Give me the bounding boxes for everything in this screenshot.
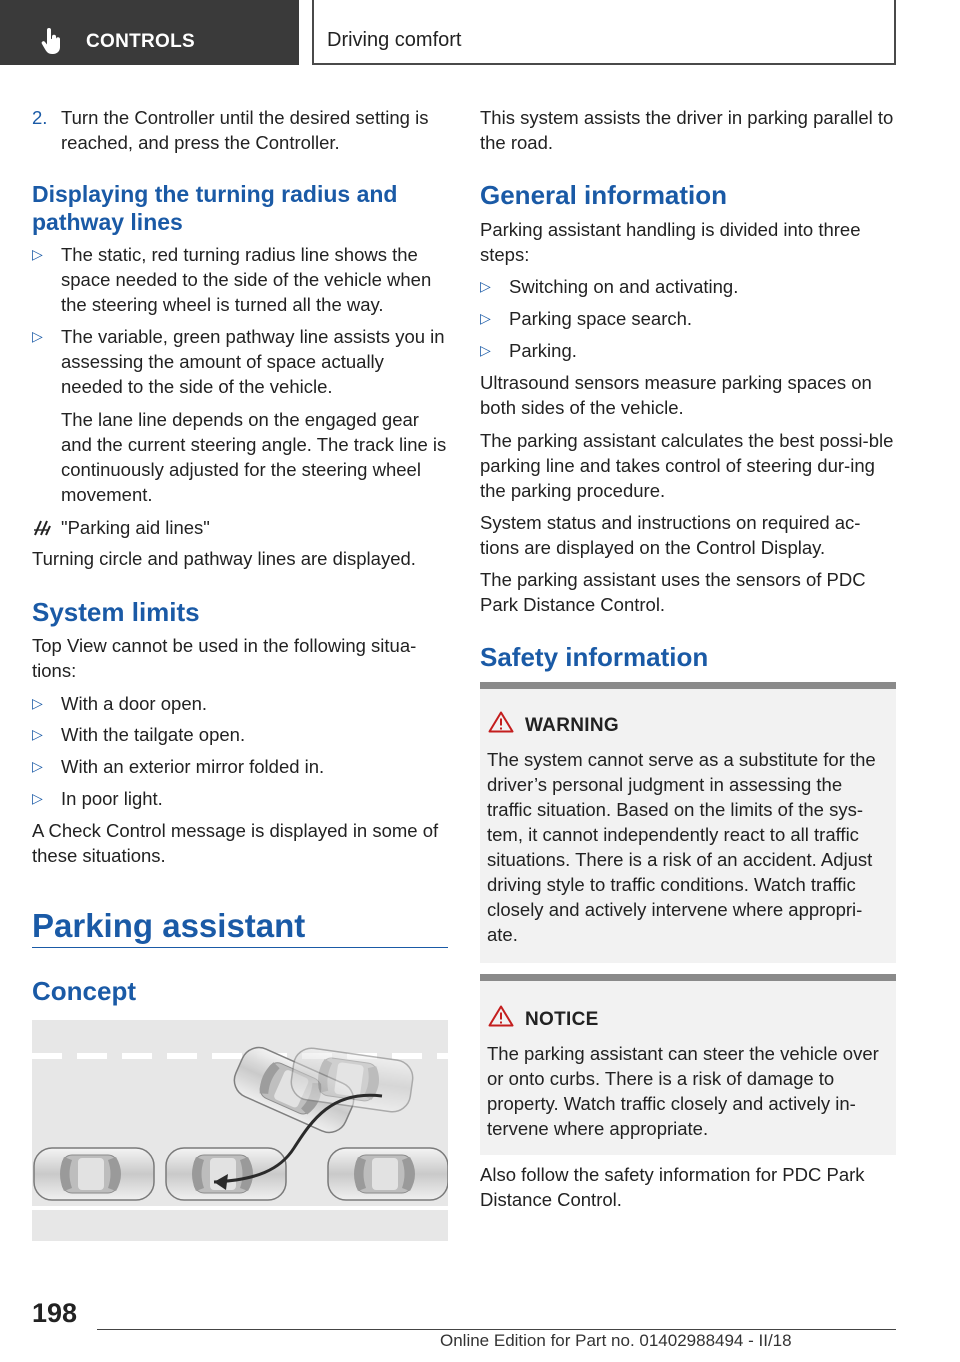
general-heading: General information (480, 180, 728, 210)
bullet-triangle-icon: ▷ (32, 758, 43, 774)
step-text: Turn the Controller until the desired setting is reached, and press the Controller. (61, 107, 429, 153)
concept-heading: Concept (32, 976, 136, 1006)
warning-text: The system cannot serve as a substitute for the driver’s personal judgment in assessing the traffic situation. Based on the limits of the sys‐tem, it cannot independently react to all traffic situations. There is a risk of an accident. Adjust driving style to traffic conditions. Watch traffic closely and actively intervene where appropri‐ate. (487, 749, 876, 945)
edition-text: Online Edition for Part no. 01402988494 - II/18 (440, 1331, 792, 1350)
limits-intro: Top View cannot be used in the following situa‐tions: (32, 635, 417, 681)
lane-paragraph: The lane line depends on the engaged gear and the current steering angle. The track line is continuously adjusted for the steering wheel movement. (61, 409, 447, 505)
chapter-label: Driving comfort (327, 29, 462, 51)
hand-pointer-icon (40, 28, 64, 54)
aid-result-text: Turning circle and pathway lines are displayed. (32, 548, 416, 569)
page-number: 198 (32, 1298, 78, 1328)
warning-title: WARNING (525, 715, 619, 736)
chapter-header (312, 0, 896, 65)
general-intro: Parking assistant handling is divided into three steps: (480, 219, 861, 265)
bullet-triangle-icon: ▷ (32, 790, 43, 806)
paragraph: Ultrasound sensors measure parking spaces on both sides of the vehicle. (480, 372, 872, 418)
paragraph: System status and instructions on required ac‐tions are displayed on the Control Display. (480, 512, 861, 558)
bullet-triangle-icon: ▷ (32, 246, 43, 262)
bullet-triangle-icon: ▷ (480, 342, 491, 358)
limits-outro: A Check Control message is displayed in some of these situations. (32, 820, 439, 866)
bullet-triangle-icon: ▷ (32, 328, 43, 344)
parking-aid-label: "Parking aid lines" (61, 517, 210, 538)
section-title: Parking assistant (32, 907, 306, 944)
step-number: 2. (32, 107, 48, 128)
notice-text: The parking assistant can steer the vehicle over or onto curbs. There is a risk of damage to property. Watch traffic closely and actively in‐tervene where appropriate. (487, 1043, 879, 1139)
bullet-triangle-icon: ▷ (480, 278, 491, 294)
section-tab[interactable] (0, 0, 299, 65)
paragraph: The parking assistant calculates the best possi‐ble parking line and takes control of steering dur‐ing the parking procedure. (480, 430, 894, 501)
bullet-triangle-icon: ▷ (32, 695, 43, 711)
warning-box (480, 682, 896, 963)
notice-title: NOTICE (525, 1009, 599, 1030)
section-label: CONTROLS (86, 31, 196, 52)
warning-triangle-icon (488, 711, 514, 733)
bullet-triangle-icon: ▷ (32, 726, 43, 742)
intro-text: This system assists the driver in parking parallel to the road. (480, 107, 894, 153)
limits-heading: System limits (32, 597, 200, 627)
footer-rule (97, 1329, 896, 1330)
also-text: Also follow the safety information for PDC Park Distance Control. (480, 1164, 865, 1210)
section-rule (32, 947, 448, 948)
warning-triangle-icon (488, 1005, 514, 1027)
safety-heading: Safety information (480, 642, 709, 672)
parking-diagram (32, 1020, 448, 1241)
parking-concept-illustration (32, 1020, 448, 1241)
paragraph: The parking assistant uses the sensors of PDC Park Distance Control. (480, 569, 866, 615)
parking-aid-lines-icon (32, 517, 52, 537)
notice-box (480, 974, 896, 1155)
bullet-triangle-icon: ▷ (480, 310, 491, 326)
turning-heading: Displaying the turning radius and pathway lines (32, 181, 398, 235)
